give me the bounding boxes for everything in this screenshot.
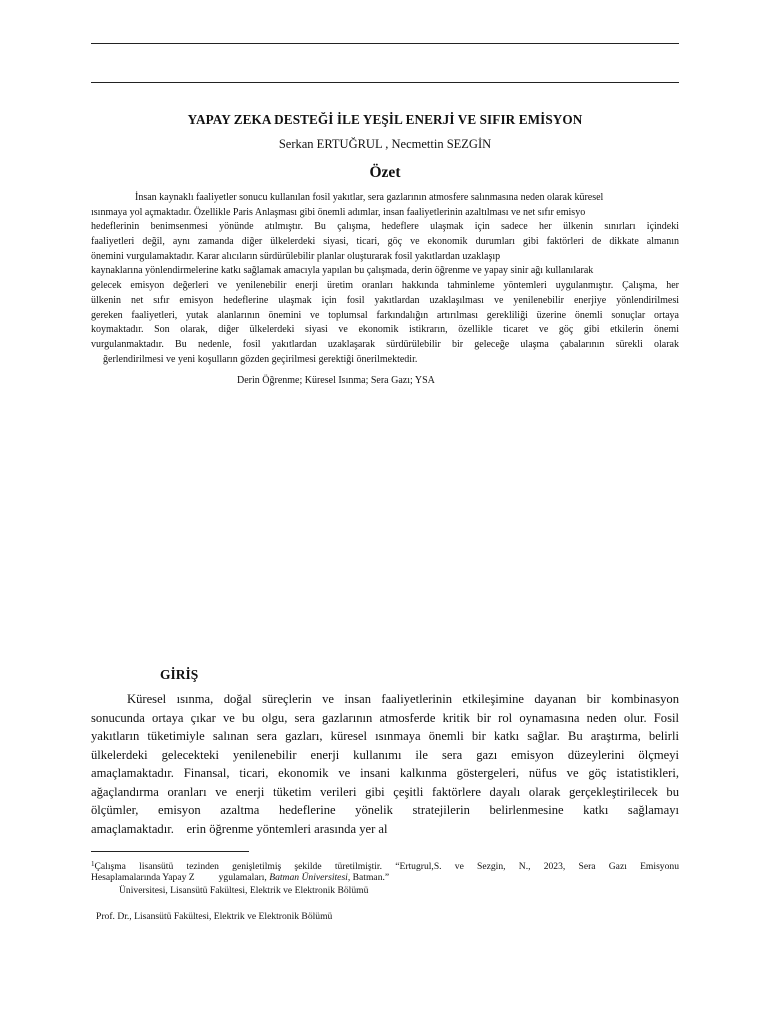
footnote-line (91, 858, 679, 871)
intro-line: sonucunda ortaya çıkar ve bu olgu, sera gazlarının atmosferde kritik bir rol oynamasına neden olur. Fosil (91, 710, 679, 725)
abstract-line: hedeflerinin benimsenmesi yönünde atılmıştır. Bu çalışma, hedeflere ulaşmak için sadece her ülkenin sınırları içindeki (91, 221, 679, 233)
abstract-line: koymaktadır. Son olarak, diğer ülkelerdeki siyasi ve ekonomik istikrarın, özellikle ticaret ve göç gibi etkilerin önemi (91, 324, 679, 336)
abstract-line: vurgulanmaktadır. Bu nedenle, fosil yakıtlardan uzaklaşarak sürdürülebilir bir geleceğe ulaşma çabalarının sürekli olarak (91, 338, 679, 350)
footnote-italic: Batman Üniversitesi, (269, 872, 351, 883)
intro-line: amaçlamaktadır. erin öğrenme yöntemleri arasında yer al (91, 821, 388, 836)
abstract-line: önemini vurgulamaktadır. Karar alıcıların sürdürülebilir planlar oluşturarak fosil yakıtlardan uzaklaşıp (91, 250, 501, 262)
section-heading-intro: GİRİŞ (160, 667, 199, 682)
intro-line: ülkelerdeki gelecekteki yenilenebilir enerji kullanımı ile sera gazı emisyon düzeylerini ölçmeyi (91, 747, 679, 762)
footnote-affiliation: Prof. Dr., Lisansütü Fakültesi, Elektrik ve Elektronik Bölümü (96, 911, 333, 922)
footnote-text: Batman.” (350, 872, 390, 883)
abstract-line: ısınmaya yol açmaktadır. Özellikle Paris Anlaşması gibi önemli adımlar, insan faaliyetlerinin azaltılması ve net sıfır emisyo (91, 206, 586, 218)
abstract-line: gelecek emisyon değerleri ve yenilenebilir enerji üretim oranları hakkında tahminleme yöntemleri uygulanmıştır. Çalışma, her (91, 280, 679, 292)
abstract-line: gereken faaliyetleri, yutak alanlarının önemini ve toplumsal farkındalığın artırılması gerekliliği üzerine önemli sonuçlar ortaya (91, 309, 679, 321)
abstract-body (91, 191, 679, 367)
footnote-marker: 1 (91, 860, 95, 868)
footnote-line: Üniversitesi, Lisansütü Fakültesi, Elektrik ve Elektronik Bölümü (119, 885, 369, 896)
footnote-text: Çalışma lisansütü tezinden genişletilmiş şekilde türetilmiştir. “Ertugrul,S. ve Sezgin, N., 2023, Sera Gazı Emisyonu (94, 861, 679, 871)
footnote (91, 858, 679, 897)
abstract-line: faaliyetleri değil, aynı zamanda diğer ülkelerdeki siyasi, ticari, göç ve ekonomik durumları gibi faktörleri de dikkate almanın (91, 236, 679, 248)
header-rule-top (91, 43, 679, 44)
intro-line: Küresel ısınma, doğal süreçlerin ve insan faaliyetlerinin etkileşimine dayanan bir kombinasyon (127, 692, 679, 706)
intro-line: ölçümler, emisyon azaltma hedeflerine yönelik stratejilerin belirlenmesine katkı sağlamayı (91, 803, 679, 817)
authors: Serkan ERTUĞRUL , Necmettin SEZGİN (278, 137, 492, 151)
intro-line: amaçlamaktadır. Finansal, ticari, ekonomik ve insani kalkınma göstergeleri, nüfus ve göç istatistikleri, (91, 766, 679, 780)
footnote-text: Hesaplamalarında Yapay Z ygulamaları, (91, 872, 270, 883)
footnote-line (91, 871, 679, 884)
abstract-line: kaynaklarına yönlendirmelerine katkı sağlamak amacıyla yapılan bu çalışmada, derin öğrenme ve yapay sinir ağı kullanılarak (91, 265, 594, 277)
intro-line: ağaçlandırma oranları ve enerji tüketim verileri gibi çeşitli faktörlere dayalı olarak gerçekleştirilecek bu (91, 784, 679, 799)
header-rule-bottom (91, 82, 679, 83)
abstract-line: ğerlendirilmesi ve yeni koşulların gözden geçirilmesi gerektiği önerilmektedir. (103, 353, 418, 365)
keywords: Derin Öğrenme; Küresel Isınma; Sera Gazı; YSA (237, 375, 435, 386)
abstract-line: İnsan kaynaklı faaliyetler sonucu kullanılan fosil yakıtlar, sera gazlarının atmosfere salınmasına neden olarak küresel (135, 192, 604, 203)
footnote-rule (91, 851, 249, 852)
intro-line: yakıtların tüketimiyle salınan sera gazları, küresel ısınmaya önemli bir katkı sağlar. Bu araştırma, belirli (91, 729, 679, 743)
abstract-line: ülkenin net sıfır emisyon hedeflerine ulaşmak için fosil yakıtlardan uzaklaşılması ve yenilenebilir enerjiye yönlendirilmesi (91, 294, 679, 306)
abstract-heading: Özet (369, 164, 401, 181)
intro-body (91, 690, 679, 838)
paper-title: YAPAY ZEKA DESTEĞİ İLE YEŞİL ENERJİ VE SIFIR EMİSYON (187, 112, 583, 127)
